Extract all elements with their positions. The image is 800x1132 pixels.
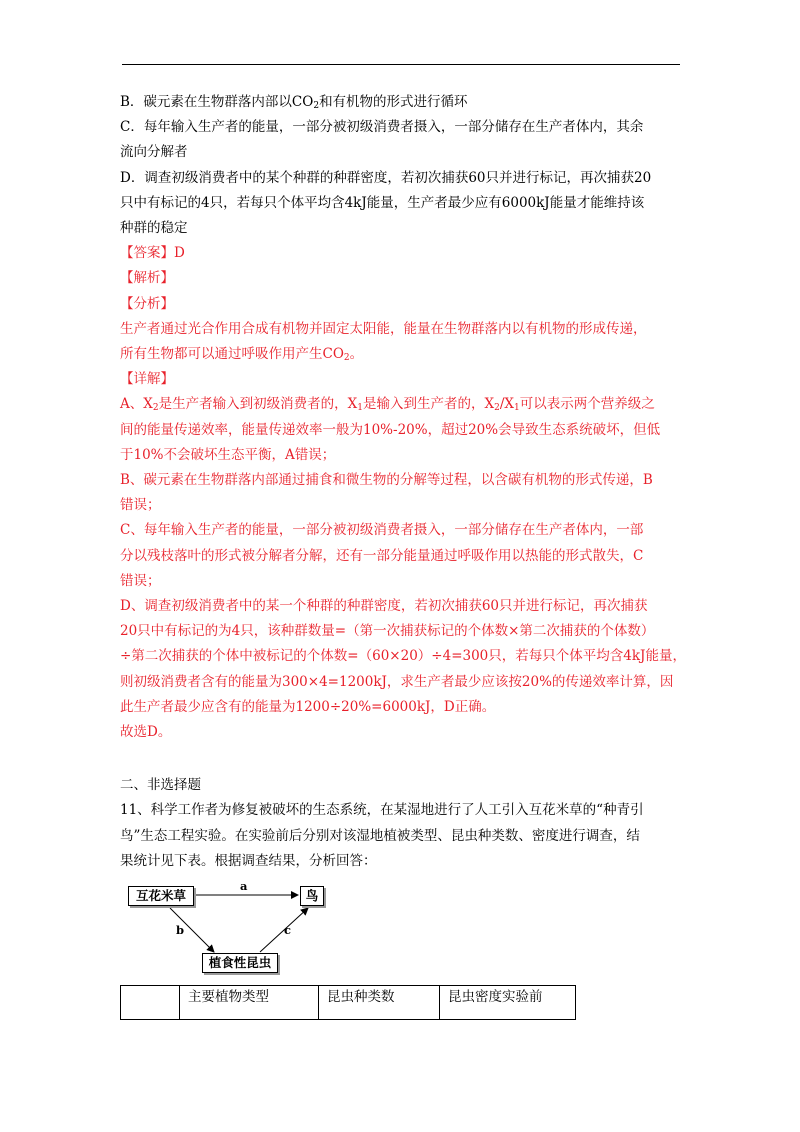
- header-rule: [122, 64, 680, 65]
- detail-d-line2: 20只中有标记的为4只，该种群数量=（第一次捕获标记的个体数×第二次捕获的个体数）: [120, 623, 655, 640]
- table-header-cell: 昆虫密度实验前: [440, 986, 576, 1020]
- detail-b-line2: 错误；: [120, 497, 161, 514]
- question-11-line3: 果统计见下表。根据调查结果，分析回答：: [120, 852, 377, 869]
- edge-label-a: a: [240, 879, 248, 894]
- option-c-line1: C．每年输入生产者的能量，一部分被初级消费者摄入，一部分储存在生产者体内，其余: [120, 119, 644, 136]
- edge-label-b: b: [176, 923, 185, 938]
- option-c-line2: 流向分解者: [120, 144, 188, 161]
- fenxi-heading: 【分析】: [120, 295, 174, 312]
- fenxi-line1: 生产者通过光合作用合成有机物并固定太阳能，能量在生物群落内以有机物的形成传递，: [120, 320, 647, 337]
- table-header-cell: [121, 986, 180, 1020]
- detail-d-line5: 此生产者最少应含有的能量为1200÷20%=6000kJ，D正确。: [120, 698, 496, 715]
- node-insect: 植食性昆虫: [202, 953, 278, 973]
- detail-d-line4: 则初级消费者含有的能量为300×4=1200kJ，求生产者最少应该按20%的传递效率计算，因: [120, 673, 674, 690]
- detail-a-line1: A、$X_2$是生产者输入到初级消费者的，$X_1$是输入到生产者的，$X_2/X_1$可以表示两个营养级之: [120, 396, 655, 414]
- fenxi-line2: 所有生物都可以通过呼吸作用产生$CO_2$。: [120, 346, 364, 364]
- detail-d-line1: D、调查初级消费者中的某一个种群的种群密度，若初次捕获60只并进行标记，再次捕获: [120, 598, 648, 615]
- section2-title: 二、非选择题: [120, 777, 201, 794]
- answer-line: 【答案】D: [120, 245, 185, 262]
- page-content: [120, 90, 686, 1020]
- food-web-diagram: [120, 880, 686, 975]
- detail-c-line2: 分以残枝落叶的形式被分解者分解，还有一部分能量通过呼吸作用以热能的形式散失，C: [120, 547, 644, 564]
- detail-c-line3: 错误；: [120, 572, 161, 589]
- detail-c-line1: C、每年输入生产者的能量，一部分被初级消费者摄入，一部分储存在生产者体内，一部: [120, 522, 644, 539]
- detail-b-line1: B、碳元素在生物群落内部通过捕食和微生物的分解等过程，以含碳有机物的形式传递，B: [120, 472, 653, 489]
- table-header-cell: 主要植物类型: [180, 986, 319, 1020]
- question-11-line2: 鸟”生态工程实验。在实验前后分别对该湿地植被类型、昆虫种类数、密度进行调查，结: [120, 827, 640, 844]
- question-11-line1: 11、科学工作者为修复被破坏的生态系统，在某湿地进行了人工引入互花米草的“种青引: [120, 802, 644, 819]
- option-d-line1: D．调查初级消费者中的某个种群的种群密度，若初次捕获60只并进行标记，再次捕获20: [120, 169, 652, 186]
- node-bird: 鸟: [300, 886, 324, 906]
- option-b: B．碳元素在生物群落内部以$CO_2$和有机物的形式进行循环: [120, 94, 468, 111]
- detail-a-line3: 于10%不会破坏生态平衡，A错误；: [120, 446, 336, 463]
- detail-a-line2: 间的能量传递效率，能量传递效率一般为10%-20%，超过20%会导致生态系统破坏，但低: [120, 421, 661, 438]
- detail-conclusion: 故选D。: [120, 724, 172, 741]
- node-grass: 互花米草: [128, 886, 194, 906]
- detail-d-line3: ÷第二次捕获的个体中被标记的个体数=（60×20）÷4=300只，若每只个体平均含4kJ能量，: [120, 648, 686, 665]
- edge-label-c: c: [284, 923, 292, 938]
- detail-heading: 【详解】: [120, 371, 174, 388]
- table-header-cell: 昆虫种类数: [319, 986, 440, 1020]
- option-d-line2: 只中有标记的4只，若每只个体平均含4kJ能量，生产者最少应有6000kJ能量才能维持该: [120, 194, 645, 211]
- table-header-row: [121, 986, 576, 1020]
- option-d-line3: 种群的稳定: [120, 220, 188, 237]
- section-gap: [120, 745, 686, 773]
- survey-table: [120, 985, 576, 1020]
- analysis-heading: 【解析】: [120, 270, 174, 287]
